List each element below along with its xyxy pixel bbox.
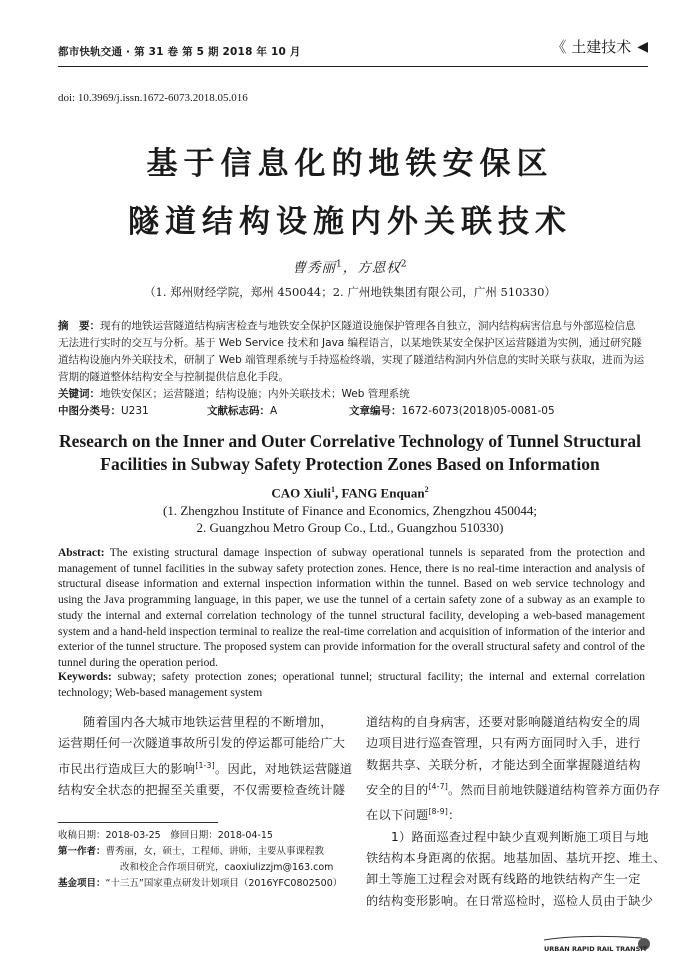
fund-label: 基金项目： — [58, 878, 106, 889]
body-column-left — [58, 712, 353, 801]
author-en-2-sup: 2 — [424, 485, 429, 494]
section-label: 《 土建技术 — [551, 38, 632, 56]
journal-logo — [542, 932, 652, 954]
title-cn-line2: 隧道结构设施内外关联技术 — [128, 204, 572, 240]
title-en-line1: Research on the Inner and Outer Correlative Technology of Tunnel Structural — [58, 431, 642, 451]
body-right-line: 的结构变形影响。在日常巡检时，巡检人员由于缺少 — [366, 893, 654, 908]
keywords-cn-label: 关键词： — [58, 388, 100, 400]
body-right-text: 安全的目的 — [366, 782, 429, 797]
authors-cn — [0, 256, 700, 276]
author-en-1: CAO Xiuli — [271, 485, 331, 501]
body-left-text: 市民出行造成巨大的影响 — [58, 761, 196, 776]
abstract-cn-label: 摘 要： — [58, 320, 100, 332]
citation-ref: [8-9] — [428, 807, 449, 817]
body-right-line: 数据共享、关联分析，才能达到全面掌握隧道结构 — [366, 757, 641, 772]
keywords-cn-text: 地铁安保区；运营隧道；结构设施；内外关联技术；Web 管理系统 — [100, 388, 410, 400]
author-cn-sep: ， — [342, 260, 358, 276]
footnote-divider — [58, 822, 218, 823]
abstract-cn — [58, 318, 645, 386]
body-left-line — [58, 755, 353, 780]
class-number-value: U231 — [121, 405, 149, 417]
logo-text: URBAN RAPID RAIL TRANSIT — [544, 945, 648, 953]
first-author-label: 第一作者： — [58, 846, 106, 857]
arrow-icon: ◀ — [637, 38, 648, 55]
keywords-en — [58, 670, 645, 701]
body-right-text: ： — [448, 808, 461, 823]
author-cn-1: 曹秀丽 — [292, 260, 337, 276]
affiliation-en-line2: 2. Guangzhou Metro Group Co., Ltd., Guangzhou 510330) — [196, 520, 504, 535]
document-code-label: 文献标志码： — [207, 405, 270, 417]
document-code — [207, 403, 277, 418]
abstract-cn-text: 现有的地铁运营隧道结构病害检查与地铁安全保护区隧道设施保护管理各自独立，洞内结构病害信息与外部巡检信息无法进行实时的交互与分析。基于 Web Service 技术和 Java 编程语言，以某地铁某安全保护区运营隧道为实例，通过研究隧道结构设施内外关联技术，研制了 Web 端管理系统与手持巡检终端，实现了隧道结构洞内外信息的实时关联与获取，进而为运营期的隧道整体结构安全与控制提供信息化手段。 — [58, 320, 645, 383]
article-number-value: 1672-6073(2018)05-0081-05 — [401, 405, 555, 417]
fund-text: “十三五”国家重点研发计划项目（2016YFC0802500） — [105, 878, 343, 889]
affiliation-en-line1: (1. Zhengzhou Institute of Finance and Economics, Zhengzhou 450044; — [162, 503, 538, 518]
logo-swoosh — [544, 936, 642, 940]
first-author-note — [58, 844, 348, 860]
citation-ref: [1-3] — [195, 760, 215, 770]
keywords-cn — [58, 386, 410, 401]
doi: doi: 10.3969/j.issn.1672-6073.2018.05.016 — [58, 92, 248, 104]
body-right-line: 卸土等施工过程会对既有线路的地铁结构产生一定 — [366, 872, 641, 887]
body-right-line: 1）路面巡查过程中缺少直观判断施工项目与地 — [391, 829, 649, 844]
body-left-text: 。因此，对地铁运营隧道 — [214, 761, 353, 776]
body-right-line: 铁结构本身距离的依据。地基加固、基坑开挖、堆土、 — [366, 850, 666, 865]
title-en — [0, 430, 700, 476]
abstract-en-text: The existing structural damage inspection of subway operational tunnels is separated from the protection and management of tunnel facilities in the subway safety protection zones. Hence, there is no real-time interaction and analysis of structural disease information and external inspection information within the tunnel. Based on web service technology and using the Java programming language, in this paper, we use the tunnel of a certain safety zone of a subway as an example to study the internal and external correlation technology of the tunnel structural facility, developing a web-based management system and a hand-held inspection terminal to realize the real-time correlation and acquisition of information of the interior and exterior of the tunnel structure. The proposed system can provide information for the overall structural safety and control of the tunnel during the operation period. — [58, 547, 645, 669]
article-number — [349, 403, 555, 418]
affiliation-cn: （1. 郑州财经学院，郑州 450044；2. 广州地铁集团有限公司，广州 510330） — [144, 285, 556, 299]
footnotes — [58, 828, 348, 892]
first-author-text: 曹秀丽，女，硕士，工程师、讲师，主要从事课程教 — [105, 846, 325, 857]
body-right-line — [366, 776, 661, 801]
body-left-line: 随着国内各大城市地铁运营里程的不断增加， — [83, 715, 333, 729]
article-number-label: 文章编号： — [349, 405, 402, 417]
author-en-1-sup: 1 — [330, 485, 335, 494]
body-column-right — [366, 712, 666, 912]
journal-header: 都市快轨交通 · 第 31 卷 第 5 期 2018 年 10 月 — [58, 46, 301, 58]
title-cn-line1: 基于信息化的地铁安保区 — [146, 146, 554, 182]
body-right-text: 在以下问题 — [366, 808, 429, 823]
body-left-line: 运营期任何一次隧道事故所引发的停运都可能给广大 — [58, 736, 346, 751]
body-right-line: 边项目进行巡查管理，只有两方面同时入手，进行 — [366, 736, 641, 751]
citation-ref: [4-7] — [428, 781, 449, 791]
fund-note — [58, 876, 348, 892]
section-header — [551, 36, 648, 57]
abstract-en — [58, 546, 645, 672]
class-number-label: 中图分类号： — [58, 405, 121, 417]
affiliation-en — [0, 502, 700, 536]
author-cn-2-sup: 2 — [400, 259, 408, 270]
received-date: 收稿日期：2018-03-25 修回日期：2018-04-15 — [58, 830, 273, 841]
body-right-text: 。然而目前地铁隧道结构管养方面仍存 — [448, 782, 661, 797]
author-en-sep: , — [334, 485, 342, 501]
abstract-en-label: Abstract: — [58, 547, 105, 559]
body-right-line: 道结构的自身病害，还要对影响隧道结构安全的周 — [366, 715, 641, 729]
title-en-line2: Facilities in Subway Safety Protection Zones Based on Information — [100, 454, 600, 474]
author-en-2: FANG Enquan — [341, 485, 425, 501]
author-cn-1-sup: 1 — [336, 259, 343, 270]
author-cn-2: 方恩权 — [357, 260, 401, 276]
first-author-note-cont: 改和校企合作项目研究，caoxiulizzjm@163.com — [120, 862, 334, 873]
document-code-value: A — [270, 405, 278, 417]
header-divider — [58, 66, 648, 67]
body-left-line: 结构安全状态的把握至关重要，不仅需要检查统计隧 — [58, 782, 346, 797]
keywords-en-text: subway; safety protection zones; operational tunnel; structural facility; the internal and external correlation technology; Web-based management system — [58, 671, 646, 699]
authors-en — [0, 485, 700, 501]
body-right-line — [366, 801, 645, 826]
keywords-en-label: Keywords: — [58, 671, 112, 683]
class-number — [58, 403, 149, 418]
